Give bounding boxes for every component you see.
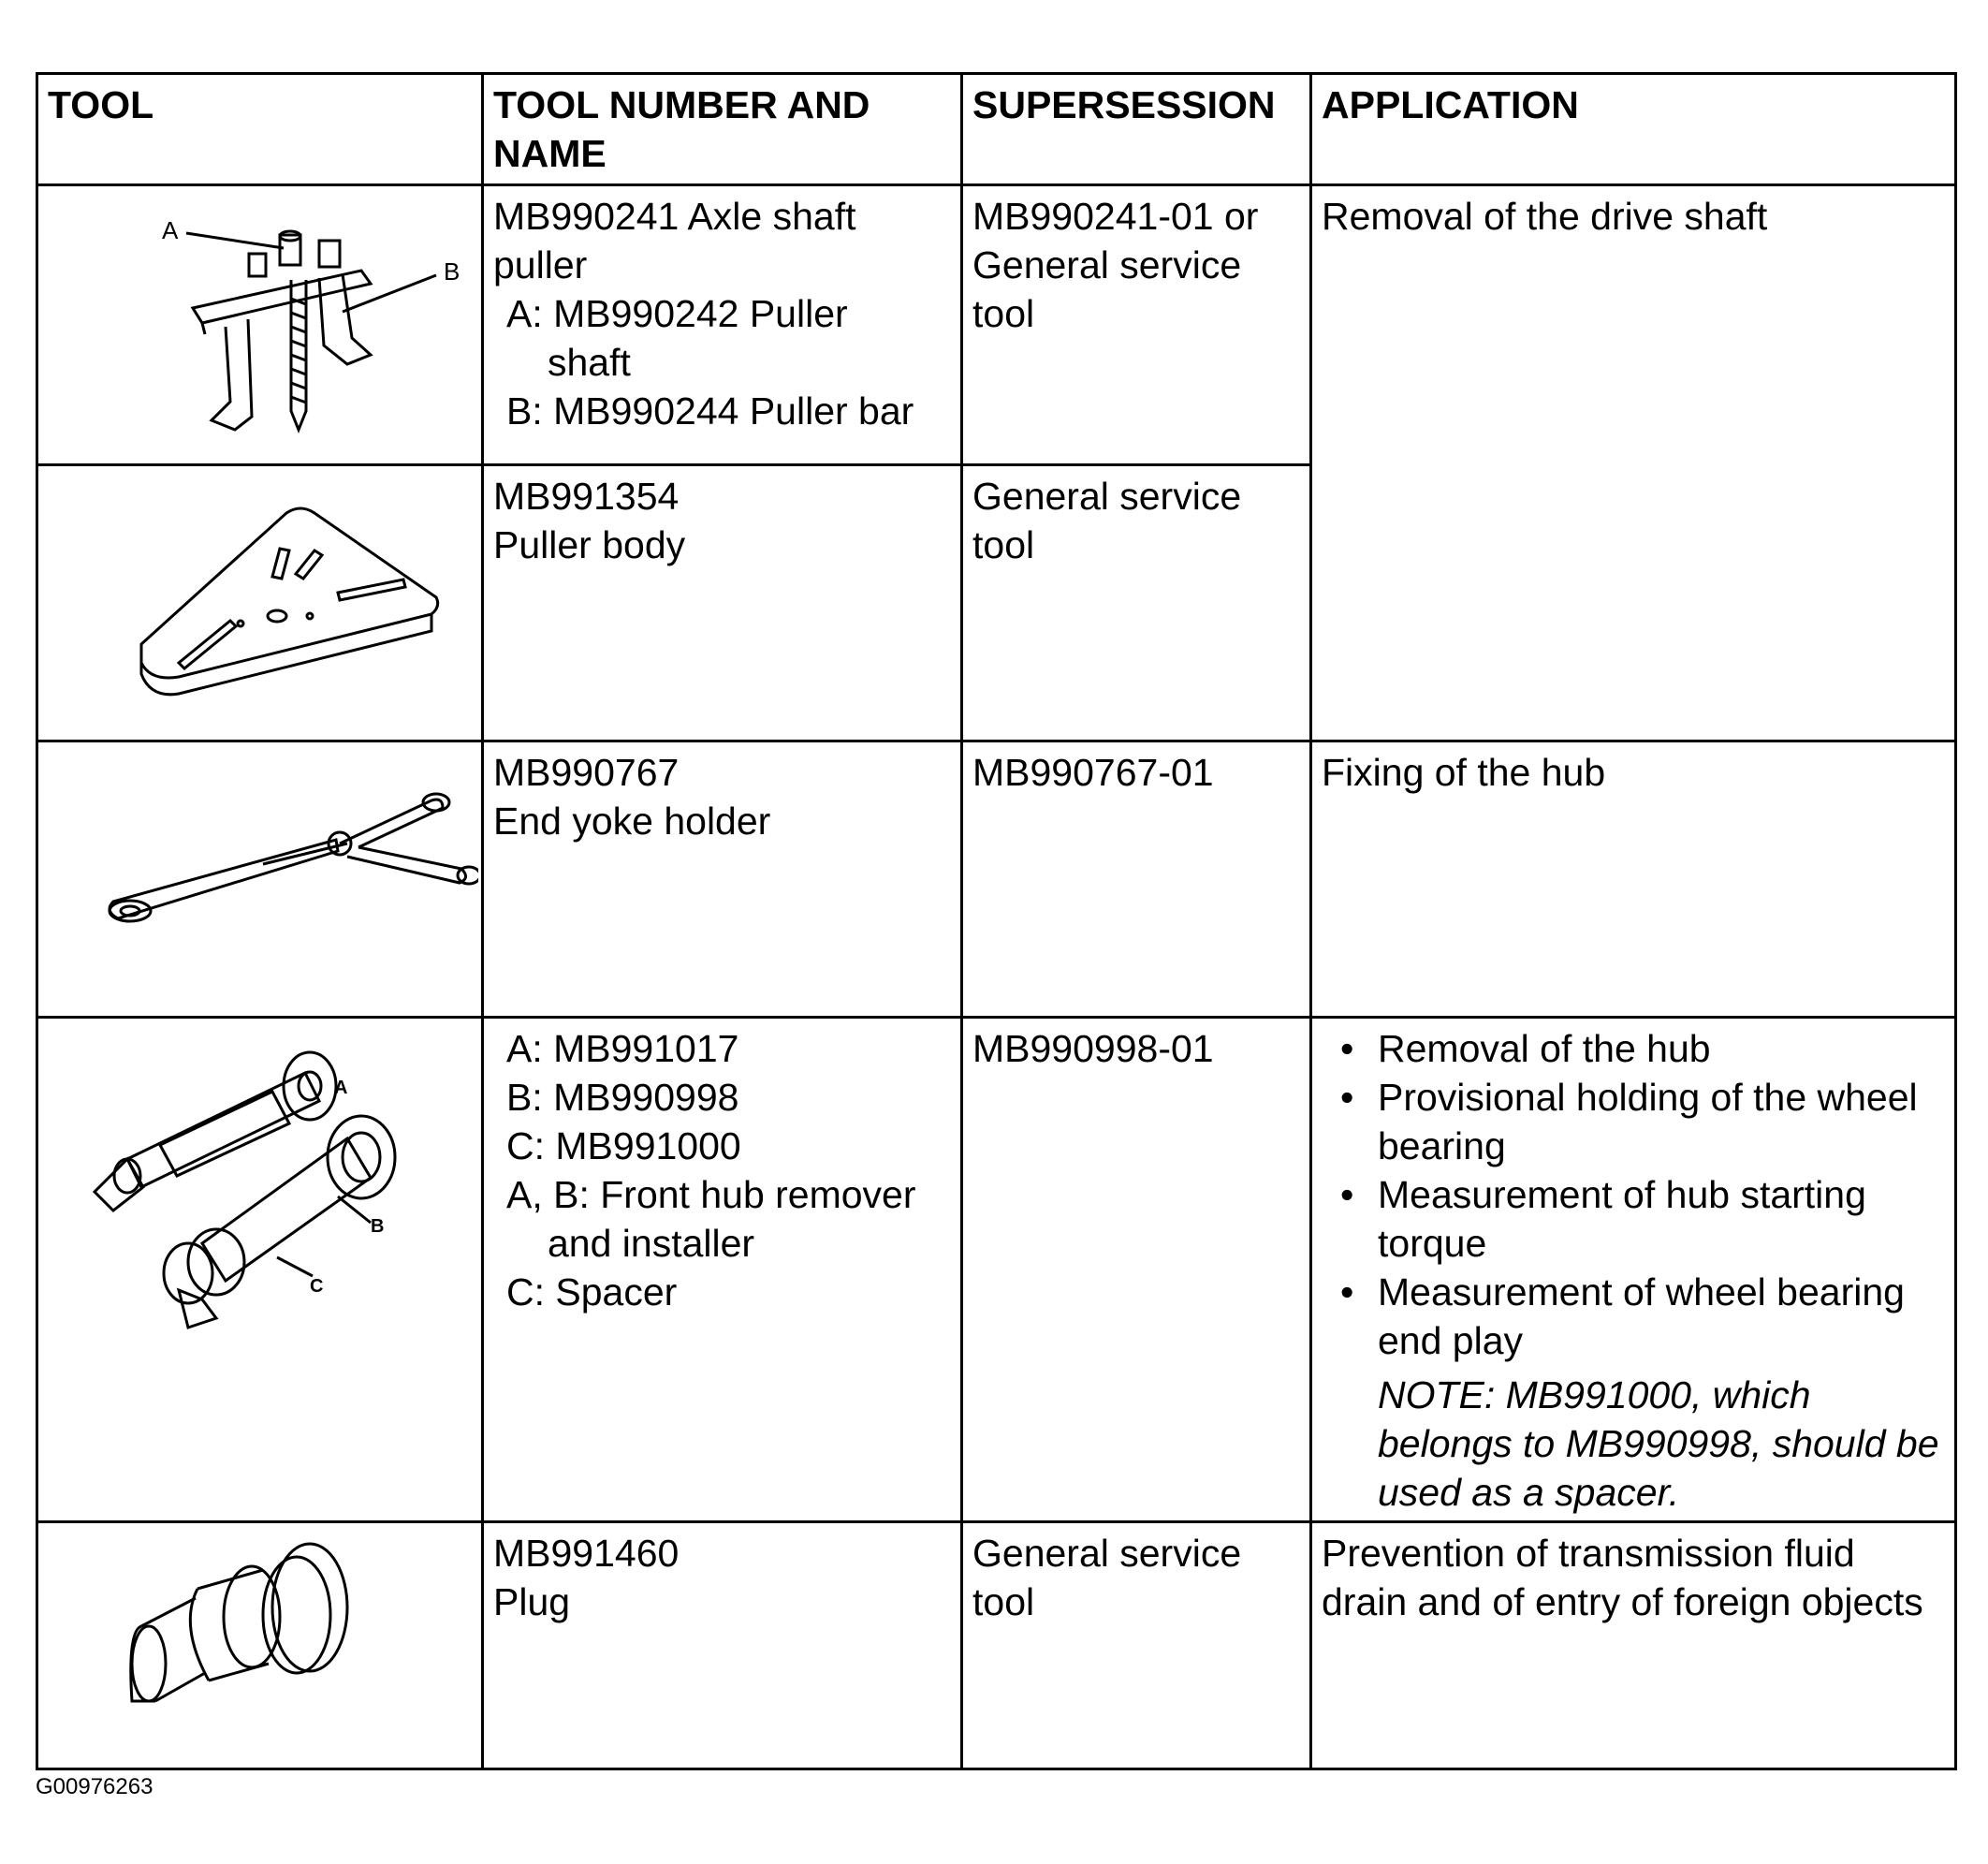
tool-image-cell bbox=[37, 465, 483, 741]
application-text: Prevention of transmission fluid bbox=[1322, 1532, 1855, 1575]
tool-number-name-cell bbox=[483, 741, 962, 1018]
puller-illustration bbox=[38, 186, 478, 458]
tool-name-text: MB991460 bbox=[493, 1532, 680, 1575]
callout-a-label: A bbox=[162, 216, 179, 244]
supersession-cell bbox=[962, 1018, 1311, 1522]
tool-name-text: MB991354 bbox=[493, 475, 680, 518]
supersession-cell bbox=[962, 1522, 1311, 1769]
supersession-text: MB990998-01 bbox=[972, 1027, 1214, 1070]
special-tools-table bbox=[36, 72, 1957, 1770]
application-cell bbox=[1311, 741, 1956, 1018]
tool-name-text: C: MB991000 bbox=[506, 1124, 741, 1167]
tool-name-text: MB990241 Axle shaft bbox=[493, 195, 856, 238]
application-text: drain and of entry of foreign objects bbox=[1322, 1580, 1923, 1623]
tool-name-text: A: MB991017 bbox=[506, 1027, 739, 1070]
application-text: torque bbox=[1378, 1222, 1487, 1265]
supersession-cell bbox=[962, 465, 1311, 741]
application-text: end play bbox=[1378, 1319, 1524, 1362]
tool-number-name-cell bbox=[483, 1522, 962, 1769]
tool-name-text: MB990767 bbox=[493, 751, 680, 794]
table-row bbox=[37, 1522, 1956, 1769]
application-cell bbox=[1311, 1018, 1956, 1522]
supersession-text: tool bbox=[972, 292, 1035, 335]
supersession-text: MB990241-01 or bbox=[972, 195, 1259, 238]
note-text: NOTE: MB991000, which bbox=[1378, 1373, 1811, 1416]
header-application: APPLICATION bbox=[1311, 74, 1956, 185]
tool-image-cell bbox=[37, 1522, 483, 1769]
table-row bbox=[37, 741, 1956, 1018]
tool-name-text: puller bbox=[493, 243, 588, 286]
tool-image-cell bbox=[37, 1018, 483, 1522]
note-text: used as a spacer. bbox=[1378, 1471, 1680, 1514]
supersession-text: MB990767-01 bbox=[972, 751, 1214, 794]
application-text: Removal of the drive shaft bbox=[1322, 195, 1768, 238]
application-text: • Measurement of wheel bearing bbox=[1378, 1270, 1905, 1314]
application-text: bearing bbox=[1378, 1124, 1506, 1167]
header-tool: TOOL bbox=[37, 74, 483, 185]
tool-name-text: B: MB990998 bbox=[506, 1076, 739, 1119]
list-item bbox=[1378, 1024, 1945, 1073]
supersession-cell bbox=[962, 185, 1311, 465]
application-text: • Provisional holding of the wheel bbox=[1378, 1076, 1918, 1119]
supersession-text: General service bbox=[972, 243, 1242, 286]
application-text: Fixing of the hub bbox=[1322, 751, 1606, 794]
tool-image-cell bbox=[37, 741, 483, 1018]
supersession-text: tool bbox=[972, 1580, 1035, 1623]
puller-body-illustration bbox=[38, 466, 478, 734]
application-bullet-list bbox=[1322, 1024, 1945, 1365]
application-text: • Removal of the hub bbox=[1378, 1027, 1711, 1070]
header-supersession: SUPERSESSION bbox=[962, 74, 1311, 185]
header-row bbox=[37, 74, 1956, 185]
tool-name-text: Puller body bbox=[493, 523, 686, 566]
application-cell bbox=[1311, 185, 1956, 741]
note-text: belongs to MB990998, should be bbox=[1378, 1422, 1939, 1465]
tool-name-text: End yoke holder bbox=[493, 800, 771, 843]
application-text: • Measurement of hub starting bbox=[1378, 1173, 1866, 1216]
callout-c-label: C bbox=[310, 1276, 324, 1297]
list-item bbox=[1378, 1073, 1945, 1170]
callout-a-label: A bbox=[334, 1078, 348, 1098]
list-item bbox=[1378, 1170, 1945, 1268]
tool-number-name-cell bbox=[483, 465, 962, 741]
callout-b-label: B bbox=[444, 257, 460, 286]
supersession-text: General service bbox=[972, 475, 1242, 518]
sub-tool-a-text: shaft bbox=[548, 341, 631, 384]
supersession-text: General service bbox=[972, 1532, 1242, 1575]
sub-tool-a-text: A: MB990242 Puller bbox=[506, 292, 848, 335]
sub-tool-b-text: B: MB990244 Puller bar bbox=[506, 389, 914, 433]
application-note bbox=[1322, 1371, 1945, 1517]
tool-name-text: Plug bbox=[493, 1580, 571, 1623]
tool-name-text: A, B: Front hub remover bbox=[506, 1173, 916, 1216]
tool-image-cell bbox=[37, 185, 483, 465]
table-row bbox=[37, 185, 1956, 465]
hub-remover-illustration bbox=[38, 1019, 478, 1515]
figure-id: G00976263 bbox=[36, 1774, 153, 1799]
callout-b-label: B bbox=[371, 1216, 385, 1237]
tool-number-name-cell bbox=[483, 1018, 962, 1522]
plug-illustration bbox=[38, 1523, 478, 1762]
list-item bbox=[1378, 1268, 1945, 1365]
supersession-text: tool bbox=[972, 523, 1035, 566]
tool-name-text: C: Spacer bbox=[506, 1270, 678, 1314]
tool-name-text: and installer bbox=[548, 1222, 755, 1265]
application-cell bbox=[1311, 1522, 1956, 1769]
table-row bbox=[37, 1018, 1956, 1522]
header-tool-number-and-name: TOOL NUMBER AND NAME bbox=[483, 74, 962, 185]
yoke-holder-illustration bbox=[38, 742, 478, 1010]
tool-number-name-cell bbox=[483, 185, 962, 465]
supersession-cell bbox=[962, 741, 1311, 1018]
